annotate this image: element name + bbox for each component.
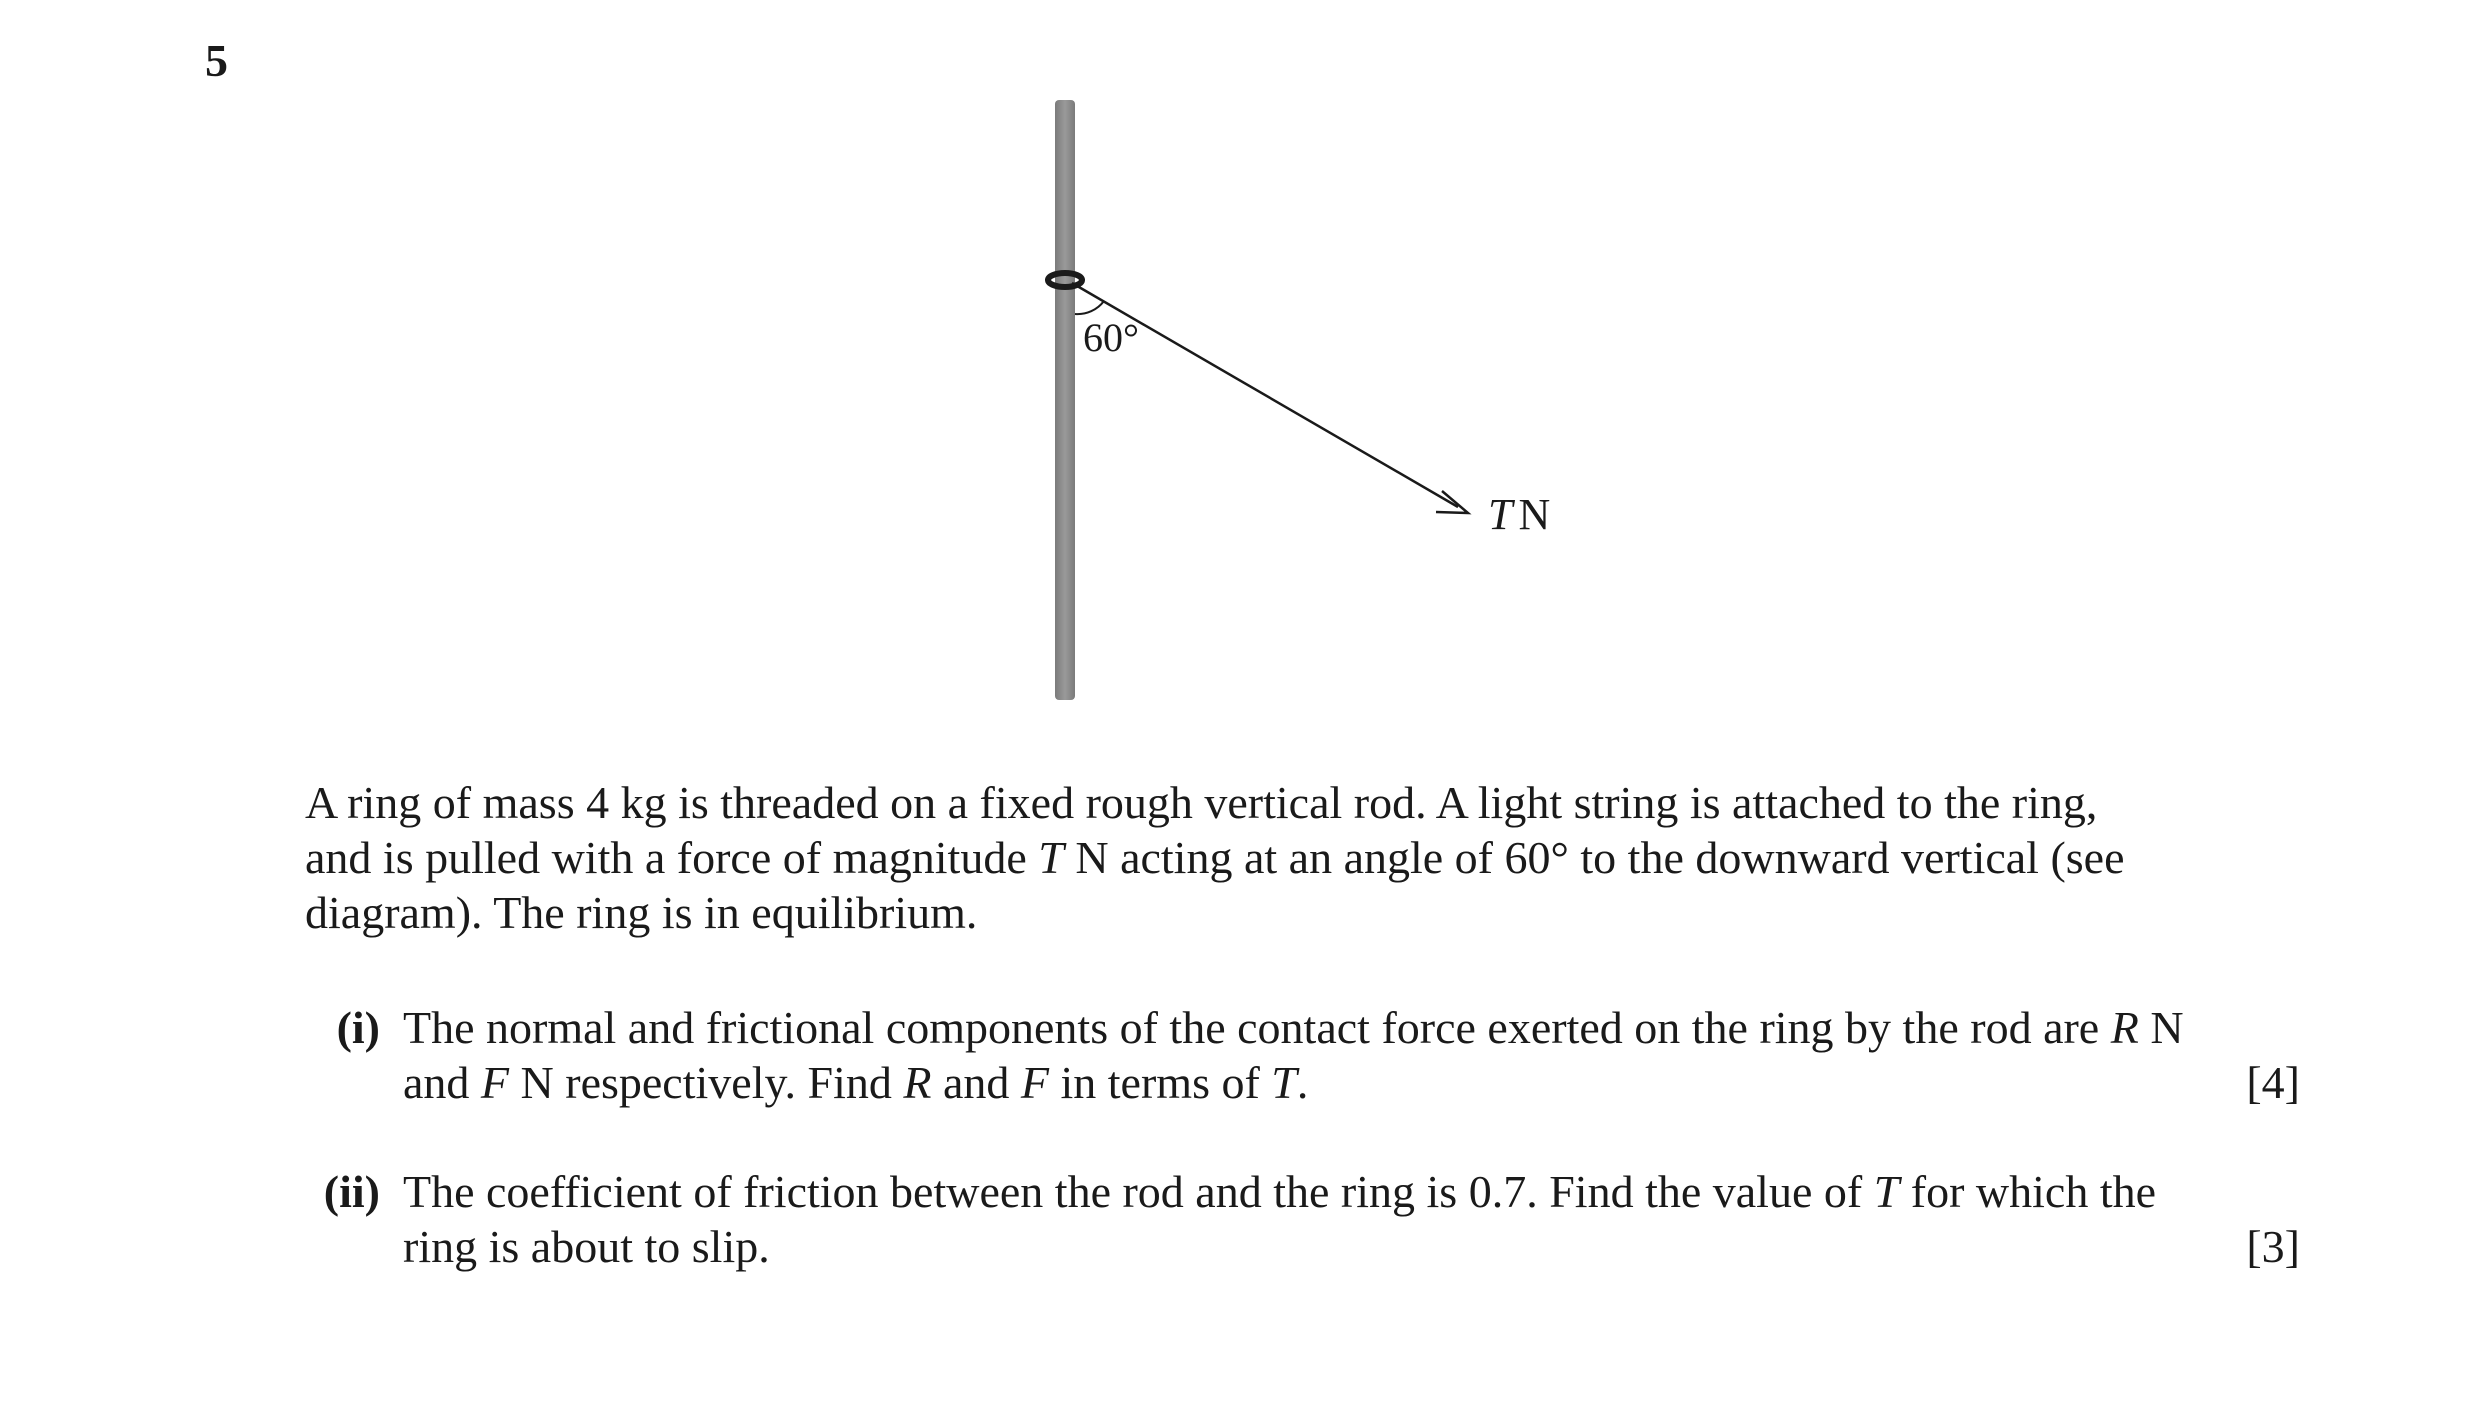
part-ii-label: (ii) [323, 1166, 380, 1217]
vertical-rod [1055, 100, 1075, 700]
intro-line-3: diagram). The ring is in equilibrium. [305, 887, 978, 938]
part-ii [305, 1164, 2300, 1274]
force-label: T N [1488, 490, 1551, 539]
part-i [305, 1000, 2300, 1110]
part-ii-marks: [3] [2246, 1221, 2300, 1272]
part-ii-line-2: ring is about to slip. [3] [403, 1221, 2300, 1272]
angle-arc [1075, 301, 1104, 314]
force-arrowhead [1436, 491, 1468, 513]
part-ii-line-1: The coefficient of friction between the rod and the ring is 0.7. Find the value of T for which the [403, 1166, 2157, 1217]
part-i-marks: [4] [2246, 1057, 2300, 1108]
angle-label: 60° [1083, 315, 1139, 360]
part-i-label: (i) [336, 1002, 380, 1053]
question-intro [305, 775, 2300, 940]
part-i-line-2: and F N respectively. Find R and F in terms of T. [4] [403, 1057, 2300, 1108]
question-number: 5 [205, 35, 228, 86]
intro-line-1: A ring of mass 4 kg is threaded on a fixed rough vertical rod. A light string is attached to the ring, [305, 777, 2098, 828]
intro-line-2: and is pulled with a force of magnitude T N acting at an angle of 60° to the downward vertical (see [305, 832, 2125, 883]
part-i-line-1: The normal and frictional components of the contact force exerted on the ring by the rod are R N [403, 1002, 2184, 1053]
